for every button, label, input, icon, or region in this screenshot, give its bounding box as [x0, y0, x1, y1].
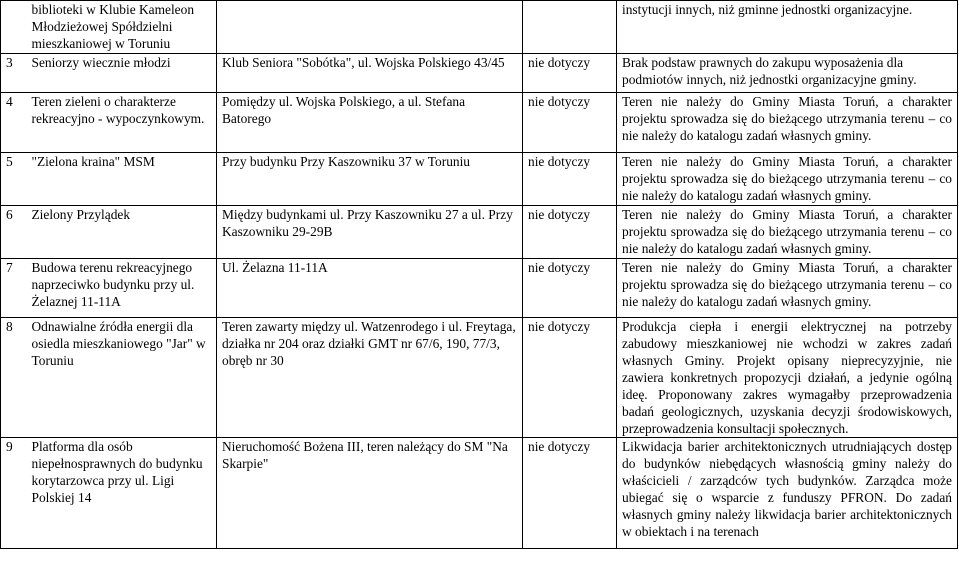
- project-status: [523, 1, 617, 54]
- project-name: Teren zieleni o charakterze rekreacyjno - wypoczynkowym.: [27, 93, 217, 153]
- project-justification: instytucji innych, niż gminne jednostki organizacyjne.: [617, 1, 958, 54]
- row-number: 4: [1, 93, 27, 153]
- project-name: Budowa terenu rekreacyjnego naprzeciwko budynku przy ul. Żelaznej 11-11A: [27, 259, 217, 318]
- project-location: Teren zawarty między ul. Watzenrodego i ul. Freytaga, działka nr 204 oraz działki GMT nr 67/6, 190, 77/3, obręb nr 30: [217, 318, 523, 438]
- row-number: 5: [1, 153, 27, 206]
- project-location: Klub Seniora "Sobótka", ul. Wojska Polskiego 43/45: [217, 54, 523, 93]
- project-status: nie dotyczy: [523, 153, 617, 206]
- project-status: nie dotyczy: [523, 54, 617, 93]
- table-row: [1, 206, 958, 259]
- project-justification: Teren nie należy do Gminy Miasta Toruń, a charakter projektu sprowadza się do bieżącego utrzymania terenu – co nie należy do katalogu zadań własnych gminy.: [617, 93, 958, 153]
- project-status: nie dotyczy: [523, 438, 617, 549]
- row-number: 9: [1, 438, 27, 549]
- project-status: nie dotyczy: [523, 93, 617, 153]
- table-row: [1, 93, 958, 153]
- row-number: [1, 1, 27, 54]
- table-row: [1, 318, 958, 438]
- table-row: [1, 54, 958, 93]
- row-number: 6: [1, 206, 27, 259]
- row-number: 8: [1, 318, 27, 438]
- project-justification: Teren nie należy do Gminy Miasta Toruń, a charakter projektu sprowadza się do bieżącego utrzymania terenu – co nie należy do katalogu zadań własnych gminy.: [617, 259, 958, 318]
- project-location: Pomiędzy ul. Wojska Polskiego, a ul. Stefana Batorego: [217, 93, 523, 153]
- project-name: Platforma dla osób niepełnosprawnych do budynku korytarzowca przy ul. Ligi Polskiej 14: [27, 438, 217, 549]
- project-name: Seniorzy wiecznie młodzi: [27, 54, 217, 93]
- row-number: 3: [1, 54, 27, 93]
- table-row: [1, 1, 958, 54]
- project-location: [217, 1, 523, 54]
- project-name: biblioteki w Klubie Kameleon Młodzieżowej Spółdzielni mieszkaniowej w Toruniu: [27, 1, 217, 54]
- project-justification: Teren nie należy do Gminy Miasta Toruń, a charakter projektu sprowadza się do bieżącego utrzymania terenu – co nie należy do katalogu zadań własnych gminy.: [617, 206, 958, 259]
- table-row: [1, 259, 958, 318]
- project-justification: Teren nie należy do Gminy Miasta Toruń, a charakter projektu sprowadza się do bieżącego utrzymania terenu – co nie należy do katalogu zadań własnych gminy.: [617, 153, 958, 206]
- project-location: Przy budynku Przy Kaszowniku 37 w Toruniu: [217, 153, 523, 206]
- project-name: "Zielona kraina" MSM: [27, 153, 217, 206]
- project-location: Nieruchomość Bożena III, teren należący do SM "Na Skarpie": [217, 438, 523, 549]
- project-justification: Likwidacja barier architektonicznych utrudniających dostęp do budynków niebędących własnością gminy należy do właścicieli / zarządców tych budynków. Zarządca może ubiegać się o wsparcie z funduszy PFRON. Do zadań własnych gminy należy likwidacja barier architektonicznych w obiektach i na terenach: [617, 438, 958, 549]
- project-name: Zielony Przylądek: [27, 206, 217, 259]
- table-row: [1, 438, 958, 549]
- project-justification: Brak podstaw prawnych do zakupu wyposażenia dla podmiotów innych, niż jednostki organizacyjne gminy.: [617, 54, 958, 93]
- project-justification: Produkcja ciepła i energii elektrycznej na potrzeby zabudowy mieszkaniowej nie wchodzi w zakres zadań własnych Gminy. Projekt opisany nieprecyzyjnie, nie zawiera konkretnych propozycji działań, a jedynie ogólną ideę. Proponowany zakres wymagałby przeprowadzenia badań geologicznych, uzyskania decyzji środowiskowych, przeprowadzenia konsultacji społecznych.: [617, 318, 958, 438]
- project-status: nie dotyczy: [523, 206, 617, 259]
- project-name: Odnawialne źródła energii dla osiedla mieszkaniowego "Jar" w Toruniu: [27, 318, 217, 438]
- project-status: nie dotyczy: [523, 259, 617, 318]
- project-location: Między budynkami ul. Przy Kaszowniku 27 a ul. Przy Kaszowniku 29-29B: [217, 206, 523, 259]
- row-number: 7: [1, 259, 27, 318]
- project-location: Ul. Żelazna 11-11A: [217, 259, 523, 318]
- project-status: nie dotyczy: [523, 318, 617, 438]
- table-row: [1, 153, 958, 206]
